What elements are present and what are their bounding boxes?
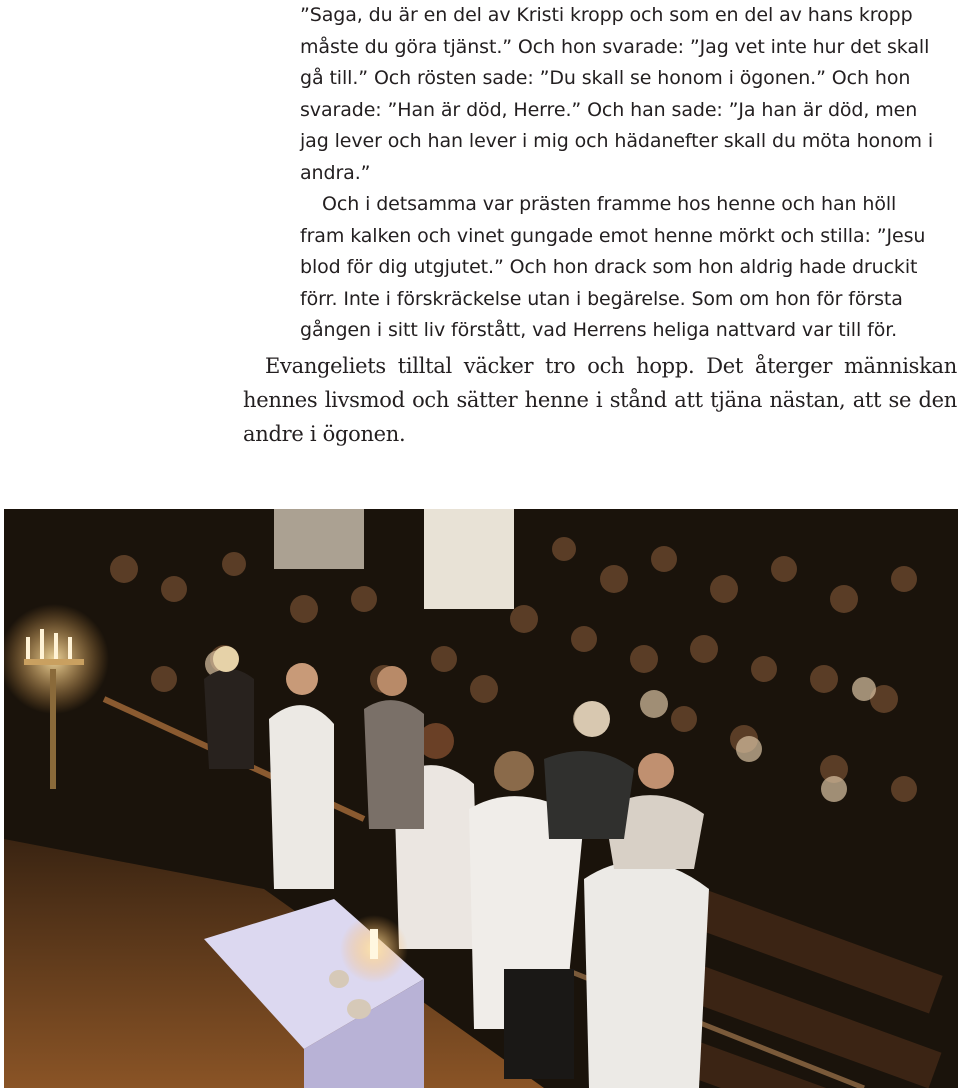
quote-paragraph-2: Och i detsamma var prästen framme hos henne och han höll fram kalken och vinet gungade emot henne mörkt och stilla: ”Jesu blod för dig utgjutet.” Och hon drack som hon aldrig hade druckit förr. Inte i förskräckelse utan i begärelse. Som om hon för första gången i sitt liv förstått, vad Herrens heliga nattvard var till för. bbox=[300, 193, 926, 341]
speaker-box bbox=[504, 969, 574, 1079]
quote-block bbox=[300, 0, 940, 347]
communion-photo bbox=[4, 509, 958, 1088]
body-paragraph: Evangeliets tilltal väcker tro och hopp. Det återger människan hennes livsmod och sätter henne i stånd att tjäna nästan, att se den andre i ögonen. bbox=[243, 354, 957, 446]
communion-photo-illustration bbox=[4, 509, 958, 1088]
wall-panel bbox=[274, 509, 364, 569]
quote-paragraph-1: ”Saga, du är en del av Kristi kropp och som en del av hans kropp måste du göra tjänst.” Och hon svarade: ”Jag vet inte hur det skall gå till.” Och rösten sade: ”Du skall se honom i ögonen.” Och hon svarade: ”Han är död, Herre.” Och han sade: ”Ja han är död, men jag lever och han lever i mig och hädanefter skall du möta honom i andra.” bbox=[300, 4, 934, 184]
pillar bbox=[424, 509, 514, 609]
